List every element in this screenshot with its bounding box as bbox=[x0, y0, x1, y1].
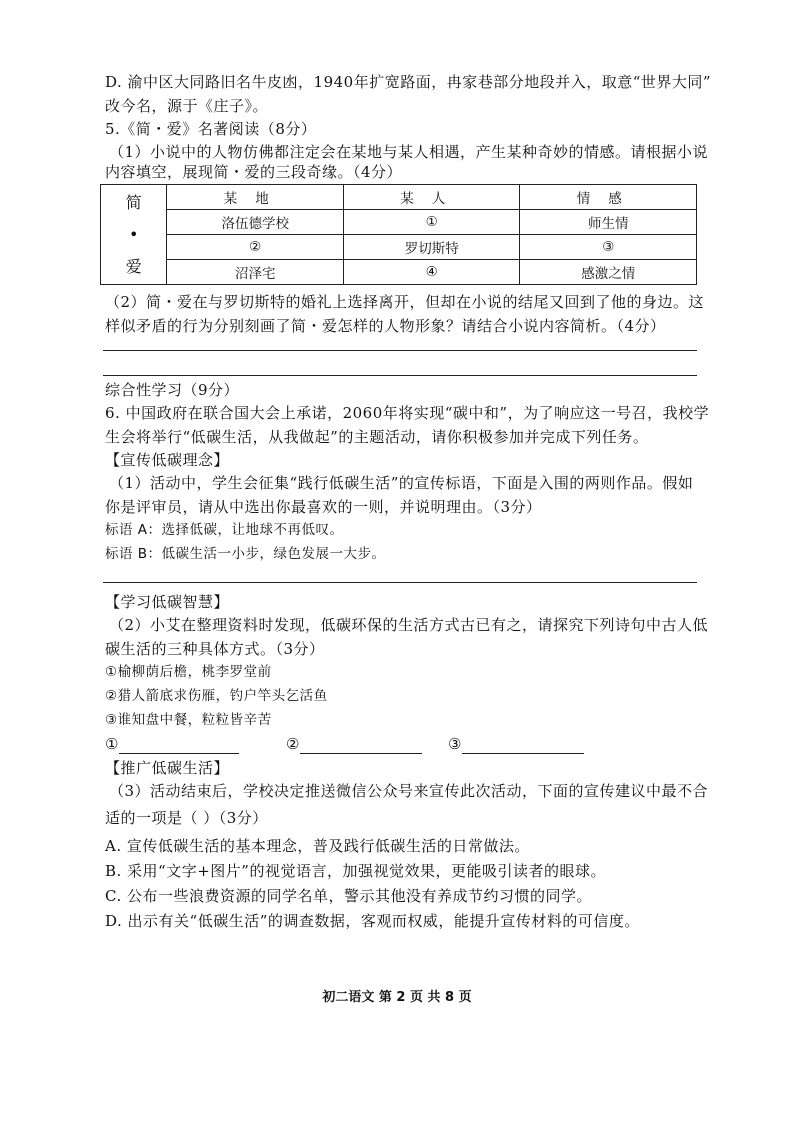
table-cell-blank[interactable]: ① bbox=[343, 210, 520, 235]
q5-part2-line1: （2）简・爱在与罗切斯特的婚礼上选择离开，但却在小说的结尾又回到了他的身边。这 bbox=[105, 293, 705, 311]
task1-heading: 【宣传低碳理念】 bbox=[105, 451, 230, 469]
task3-line1: （3）活动结束后，学校决定推送微信公众号来宣传此次活动，下面的宣传建议中最不合 bbox=[109, 782, 709, 800]
blank-line[interactable] bbox=[300, 737, 422, 754]
table-side-label bbox=[101, 185, 167, 285]
poem-2: ②猎人箭底求伤雁，钓户竿头乞活鱼 bbox=[105, 688, 328, 704]
task3-line2: 适的一项是（ ）（3分） bbox=[105, 809, 268, 827]
blank-label: ① bbox=[105, 735, 119, 753]
poem-3: ③谁知盘中餐，粒粒皆辛苦 bbox=[105, 712, 272, 728]
q5-part2-line2: 样似矛盾的行为分别刻画了简・爱怎样的人物形象？请结合小说内容简析。（4分） bbox=[105, 317, 666, 335]
table-header-place: 某地 bbox=[167, 185, 344, 210]
table-cell-blank[interactable]: ③ bbox=[520, 235, 697, 260]
q5-part1-line1: （1）小说中的人物仿佛都注定会在某地与某人相遇，产生某种奇妙的情感。请根据小说 bbox=[109, 143, 709, 161]
blank-line[interactable] bbox=[462, 737, 584, 754]
task2-heading: 【学习低碳智慧】 bbox=[105, 593, 230, 611]
table-cell-blank[interactable]: ④ bbox=[343, 260, 520, 285]
option-b: B. 采用“文字+图片”的视觉语言，加强视觉效果，更能吸引读者的眼球。 bbox=[105, 862, 606, 880]
table-row bbox=[101, 260, 697, 285]
q5-part1-line2: 内容填空，展现简・爱的三段奇缘。（4分） bbox=[105, 163, 403, 181]
table-cell: 罗切斯特 bbox=[343, 235, 520, 260]
answer-line[interactable] bbox=[103, 375, 697, 376]
table-cell-blank[interactable]: ② bbox=[167, 235, 344, 260]
blank-label: ② bbox=[286, 735, 300, 753]
poem-1: ①榆柳荫后檐，桃李罗堂前 bbox=[105, 664, 272, 680]
section-title: 综合性学习（9分） bbox=[105, 381, 240, 399]
q4-option-d-line1: D. 渝中区大同路旧名牛皮凼，1940年扩宽路面，冉家巷部分地段并入，取意“世界大同” bbox=[105, 73, 712, 91]
slogan-b: 标语 B：低碳生活一小步，绿色发展一大步。 bbox=[105, 546, 386, 562]
task2-line1: （2）小艾在整理资料时发现，低碳环保的生活方式古已有之，请探究下列诗句中古人低 bbox=[109, 616, 709, 634]
side-char-3: 爱 bbox=[125, 256, 142, 276]
table-header-emotion: 情感 bbox=[520, 185, 697, 210]
task1-line1: （1）活动中，学生会征集“践行低碳生活”的宣传标语，下面是入围的两则作品。假如 bbox=[109, 474, 694, 492]
answer-line[interactable] bbox=[103, 350, 697, 351]
option-d: D. 出示有关“低碳生活”的调查数据，客观而权威，能提升宣传材料的可信度。 bbox=[105, 912, 640, 930]
answer-blank-1 bbox=[105, 734, 239, 754]
q4-option-d-line2: 改今名，源于《庄子》。 bbox=[105, 97, 269, 115]
answer-blank-2 bbox=[286, 734, 422, 754]
q6-intro-line1: 6. 中国政府在联合国大会上承诺，2060年将实现“碳中和”，为了响应这一号召，我校学 bbox=[105, 404, 710, 422]
q6-intro-line2: 生会将举行“低碳生活，从我做起”的主题活动，请你积极参加并完成下列任务。 bbox=[105, 428, 649, 446]
jane-eyre-table bbox=[100, 184, 697, 285]
side-char-1: 简 bbox=[125, 192, 142, 212]
page-footer: 初二语文 第 2 页 共 8 页 bbox=[322, 990, 472, 1005]
task3-heading: 【推广低碳生活】 bbox=[105, 759, 230, 777]
blank-line[interactable] bbox=[119, 737, 239, 754]
answer-line[interactable] bbox=[103, 582, 697, 583]
q5-title: 5.《简・爱》名著阅读（8分） bbox=[105, 120, 317, 138]
answer-blank-3 bbox=[448, 734, 584, 754]
table-header-person: 某人 bbox=[343, 185, 520, 210]
side-char-2: • bbox=[129, 224, 139, 244]
table-cell: 沼泽宅 bbox=[167, 260, 344, 285]
table-cell: 洛伍德学校 bbox=[167, 210, 344, 235]
table-row bbox=[101, 210, 697, 235]
task2-line2: 碳生活的三种具体方式。（3分） bbox=[105, 640, 325, 658]
option-c: C. 公布一些浪费资源的同学名单，警示其他没有养成节约习惯的同学。 bbox=[105, 887, 592, 905]
table-row bbox=[101, 235, 697, 260]
blank-label: ③ bbox=[448, 735, 462, 753]
slogan-a: 标语 A：选择低碳，让地球不再低叹。 bbox=[105, 522, 344, 538]
option-a: A. 宣传低碳生活的基本理念，普及践行低碳生活的日常做法。 bbox=[105, 837, 530, 855]
table-cell: 感激之情 bbox=[520, 260, 697, 285]
task1-line2: 你是评审员，请从中选出你最喜欢的一则，并说明理由。（3分） bbox=[105, 498, 542, 516]
table-cell: 师生情 bbox=[520, 210, 697, 235]
